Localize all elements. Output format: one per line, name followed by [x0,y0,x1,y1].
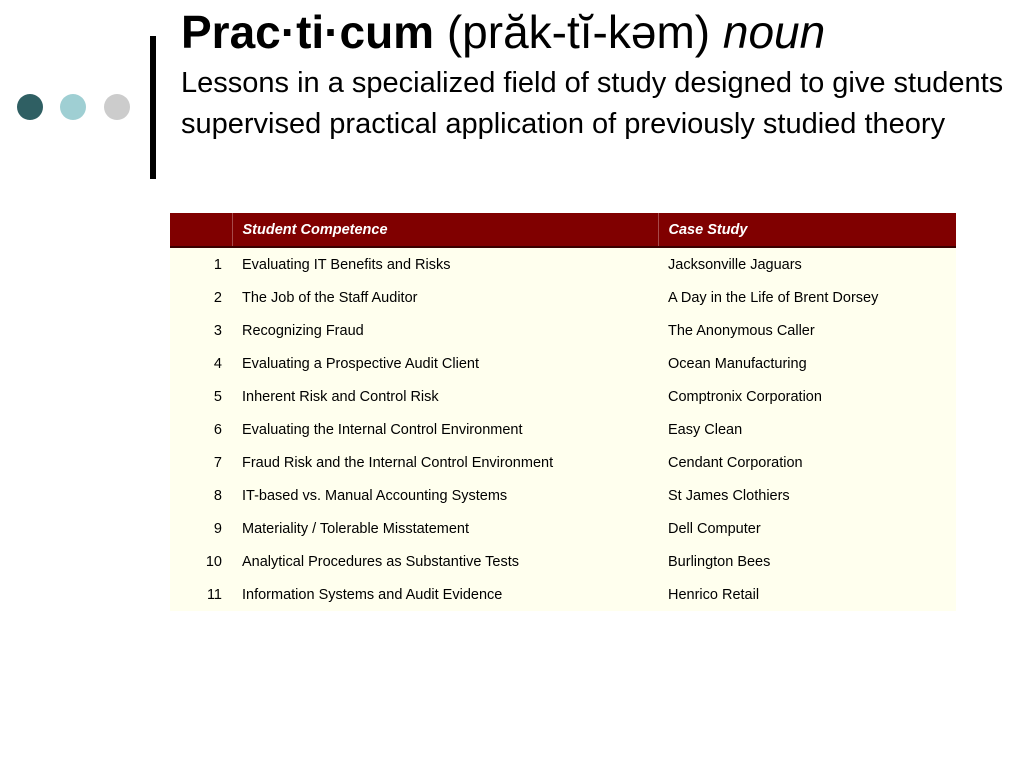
case-study-cell: Jacksonville Jaguars [658,247,956,281]
case-table [170,213,956,611]
table-row [170,545,956,578]
title-pronunciation: (prăk-tĭ-kəm) [446,6,711,58]
title-word: Prac·ti·cum [181,6,435,58]
table-row [170,446,956,479]
dot-icon [104,94,130,120]
student-competence-cell: Evaluating the Internal Control Environment [232,413,658,446]
case-study-cell: Cendant Corporation [658,446,956,479]
student-competence-cell: Information Systems and Audit Evidence [232,578,658,611]
student-competence-cell: Materiality / Tolerable Misstatement [232,512,658,545]
case-study-cell: Burlington Bees [658,545,956,578]
row-number: 10 [170,545,232,578]
dot-icon [60,94,86,120]
table-row [170,314,956,347]
row-number: 3 [170,314,232,347]
table-header-row [170,213,956,247]
header-number [170,213,232,247]
row-number: 1 [170,247,232,281]
table-row [170,512,956,545]
student-competence-cell: IT-based vs. Manual Accounting Systems [232,479,658,512]
dot-icon [17,94,43,120]
row-number: 4 [170,347,232,380]
case-table-wrapper [170,213,956,611]
student-competence-cell: Inherent Risk and Control Risk [232,380,658,413]
header-case-study: Case Study [658,213,956,247]
table-row [170,347,956,380]
case-study-cell: St James Clothiers [658,479,956,512]
title-block [181,4,1011,145]
header-student-competence: Student Competence [232,213,658,247]
student-competence-cell: The Job of the Staff Auditor [232,281,658,314]
row-number: 9 [170,512,232,545]
row-number: 2 [170,281,232,314]
student-competence-cell: Fraud Risk and the Internal Control Environment [232,446,658,479]
student-competence-cell: Evaluating IT Benefits and Risks [232,247,658,281]
table-row [170,578,956,611]
row-number: 8 [170,479,232,512]
slide-title [181,4,1011,60]
case-study-cell: Comptronix Corporation [658,380,956,413]
case-study-cell: The Anonymous Caller [658,314,956,347]
case-study-cell: Dell Computer [658,512,956,545]
table-body [170,247,956,611]
student-competence-cell: Recognizing Fraud [232,314,658,347]
case-study-cell: Ocean Manufacturing [658,347,956,380]
row-number: 5 [170,380,232,413]
row-number: 6 [170,413,232,446]
definition-text: Lessons in a specialized field of study designed to give students supervised practical application of previously studied theory [181,67,1004,140]
table-row [170,247,956,281]
row-number: 7 [170,446,232,479]
student-competence-cell: Evaluating a Prospective Audit Client [232,347,658,380]
case-study-cell: Henrico Retail [658,578,956,611]
table-row [170,413,956,446]
case-study-cell: A Day in the Life of Brent Dorsey [658,281,956,314]
table-row [170,479,956,512]
table-row [170,380,956,413]
table-row [170,281,956,314]
vertical-divider [150,36,156,179]
student-competence-cell: Analytical Procedures as Substantive Tests [232,545,658,578]
row-number: 11 [170,578,232,611]
title-part-of-speech: noun [722,6,826,58]
case-study-cell: Easy Clean [658,413,956,446]
